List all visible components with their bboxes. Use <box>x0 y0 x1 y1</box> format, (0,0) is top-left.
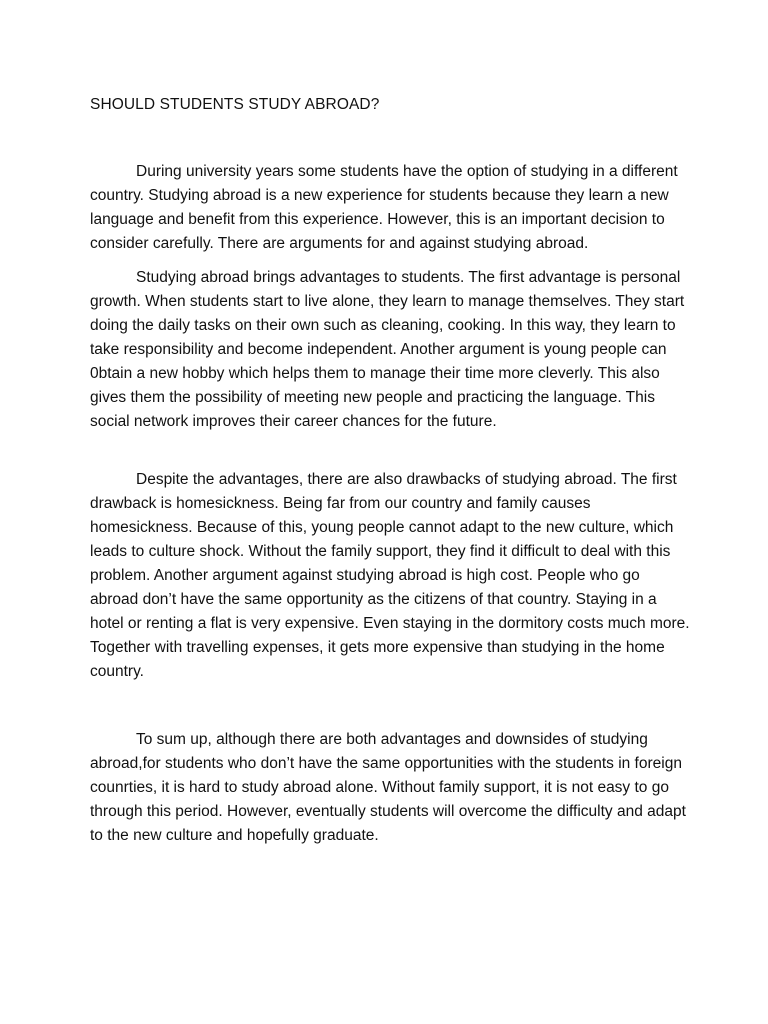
paragraph-drawbacks: Despite the advantages, there are also drawbacks of studying abroad. The first drawback is homesickness. Being far from our country and family causes homesickness. Because of this, young people cannot adapt to the new culture, which leads to culture shock. Without the family support, they find it difficult to deal with this problem. Another argument against studying abroad is high cost. People who go abroad don’t have the same opportunity as the citizens of that country. Staying in a hotel or renting a flat is very expensive. Even staying in the dormitory costs much more. Together with travelling expenses, it gets more expensive than studying in the home country. <box>90 471 690 680</box>
document-title: SHOULD STUDENTS STUDY ABROAD? <box>90 96 380 113</box>
paragraph-advantages: Studying abroad brings advantages to students. The first advantage is personal growth. When students start to live alone, they learn to manage themselves. They start doing the daily tasks on their own such as cleaning, cooking. In this way, they learn to take responsibility and become independent. Another argument is young people can 0btain a new hobby which helps them to manage their time more cleverly. This also gives them the possibility of meeting new people and practicing the language. This social network improves their career chances for the future. <box>90 269 685 430</box>
paragraph-introduction: During university years some students have the option of studying in a different country. Studying abroad is a new experience for students because they learn a new language and benefit from this experience. However, this is an important decision to consider carefully. There are arguments for and against studying abroad. <box>90 163 678 252</box>
paragraph-conclusion: To sum up, although there are both advantages and downsides of studying abroad,for students who don’t have the same opportunities with the students in foreign counrties, it is hard to study abroad alone. Without family support, it is not easy to go through this period. However, eventually students will overcome the difficulty and adapt to the new culture and hopefully graduate. <box>90 731 686 844</box>
document-body <box>90 93 690 848</box>
